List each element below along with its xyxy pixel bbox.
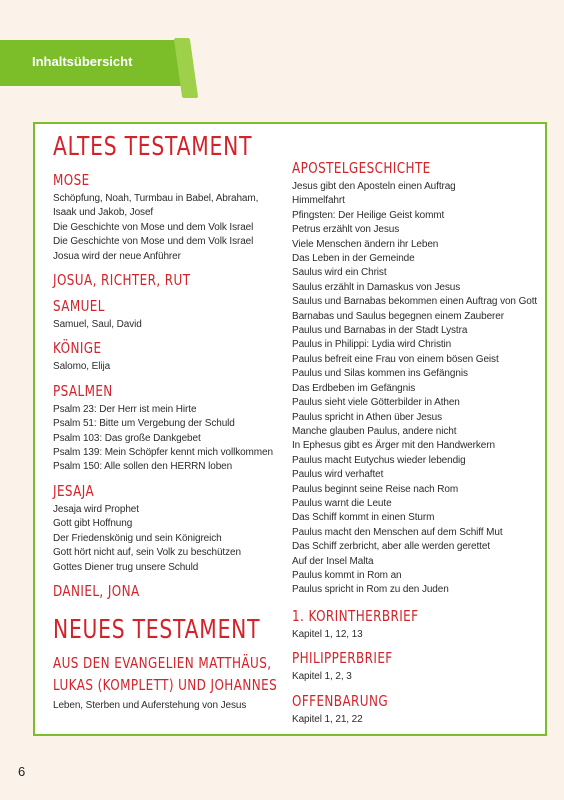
list-item: In Ephesus gibt es Ärger mit den Handwerkern <box>292 440 495 452</box>
list-item: Paulus macht den Menschen auf dem Schiff Mut <box>292 526 503 538</box>
list-item: Psalm 51: Bitte um Vergebung der Schuld <box>53 418 235 430</box>
list-item: Psalm 23: Der Herr ist mein Hirte <box>53 403 197 415</box>
list-item: Salomo, Elija <box>53 361 111 373</box>
list-item: Petrus erzählt von Jesus <box>292 224 400 236</box>
list-item: Das Leben in der Gemeinde <box>292 253 415 265</box>
list-item: Paulus befreit eine Frau von einem bösen Geist <box>292 353 499 365</box>
list-item: Saulus erzählt in Damaskus von Jesus <box>292 281 461 293</box>
list-item: Viele Menschen ändern ihr Leben <box>292 238 439 250</box>
list-item: Jesaja wird Prophet <box>53 503 139 515</box>
list-item: Schöpfung, Noah, Turmbau in Babel, Abraham, Isaak und Jakob, Josef <box>53 193 259 219</box>
list-item: Psalm 139: Mein Schöpfer kennt mich vollkommen <box>53 447 273 459</box>
list-item: Paulus sieht viele Götterbilder in Athen <box>292 397 460 409</box>
left-column <box>53 130 278 713</box>
list-item: Saulus und Barnabas bekommen einen Auftrag von Gott <box>292 296 538 308</box>
list-item: Paulus und Silas kommen ins Gefängnis <box>292 368 468 380</box>
list-item: Paulus wird verhaftet <box>292 469 384 481</box>
list-item: Das Erdbeben im Gefängnis <box>292 382 416 394</box>
list-item: Psalm 150: Alle sollen den HERRN loben <box>53 461 233 473</box>
list-item: Gott gibt Hoffnung <box>53 518 133 530</box>
list-item: Kapitel 1, 21, 22 <box>292 713 363 725</box>
section-heading-koenige: KÖNIGE <box>53 339 102 358</box>
list-item: Paulus beginnt seine Reise nach Rom <box>292 483 459 495</box>
list-item: Pfingsten: Der Heilige Geist kommt <box>292 209 445 221</box>
list-item: Gottes Diener trug unsere Schuld <box>53 561 199 573</box>
list-item: Manche glauben Paulus, andere nicht <box>292 425 457 437</box>
list-item: Paulus spricht in Rom zu den Juden <box>292 584 449 596</box>
list-item: Psalm 103: Das große Dankgebet <box>53 432 201 444</box>
section-heading-psalmen: PSALMEN <box>53 381 113 400</box>
list-item: Paulus spricht in Athen über Jesus <box>292 411 443 423</box>
new-testament-title: NEUES TESTAMENT <box>53 614 261 645</box>
list-item: Gott hört nicht auf, sein Volk zu beschützen <box>53 547 241 559</box>
section-heading-gospels-line2: LUKAS (KOMPLETT) UND JOHANNES <box>53 675 278 694</box>
list-item: Die Geschichte von Mose und dem Volk Israel <box>53 236 254 248</box>
section-heading-mose: MOSE <box>53 171 90 189</box>
section-heading-gospels-line1: AUS DEN EVANGELIEN MATTHÄUS, <box>53 653 272 672</box>
tab-flap <box>174 38 198 98</box>
list-item: Paulus macht Eutychus wieder lebendig <box>292 454 466 466</box>
page-number: 6 <box>18 764 26 779</box>
list-item: Leben, Sterben und Auferstehung von Jesus <box>53 699 247 711</box>
section-heading-korintherbrief: 1. KORINTHERBRIEF <box>292 606 419 625</box>
tab-label: Inhaltsübersicht <box>32 54 133 69</box>
list-item: Himmelfahrt <box>292 195 345 207</box>
list-item: Kapitel 1, 12, 13 <box>292 628 363 640</box>
old-testament-title: ALTES TESTAMENT <box>53 132 253 162</box>
list-item: Saulus wird ein Christ <box>292 267 387 279</box>
right-column <box>292 158 542 727</box>
list-item: Das Schiff zerbricht, aber alle werden gerettet <box>292 541 490 553</box>
list-item: Kapitel 1, 2, 3 <box>292 671 352 683</box>
list-item: Der Friedenskönig und sein Königreich <box>53 532 222 544</box>
list-item: Paulus in Philippi: Lydia wird Christin <box>292 339 452 351</box>
list-item: Samuel, Saul, David <box>53 319 142 331</box>
list-item: Paulus warnt die Leute <box>292 497 392 509</box>
list-item: Josua wird der neue Anführer <box>53 250 181 262</box>
list-item: Auf der Insel Malta <box>292 555 374 567</box>
section-heading-daniel-jona: DANIEL, JONA <box>53 581 140 600</box>
section-heading-offenbarung: OFFENBARUNG <box>292 691 389 710</box>
section-heading-jesaja: JESAJA <box>53 481 95 500</box>
list-item: Die Geschichte von Mose und dem Volk Israel <box>53 221 254 233</box>
list-item: Paulus und Barnabas in der Stadt Lystra <box>292 325 468 337</box>
list-item: Paulus kommt in Rom an <box>292 569 402 581</box>
section-heading-josua: JOSUA, RICHTER, RUT <box>53 271 191 290</box>
section-heading-apostelgeschichte: APOSTELGESCHICHTE <box>292 159 431 177</box>
list-item: Barnabas und Saulus begegnen einem Zauberer <box>292 310 504 322</box>
section-heading-philipperbrief: PHILIPPERBRIEF <box>292 649 393 668</box>
list-item: Jesus gibt den Aposteln einen Auftrag <box>292 181 456 192</box>
list-item: Das Schiff kommt in einen Sturm <box>292 512 435 524</box>
section-heading-samuel: SAMUEL <box>53 297 105 316</box>
